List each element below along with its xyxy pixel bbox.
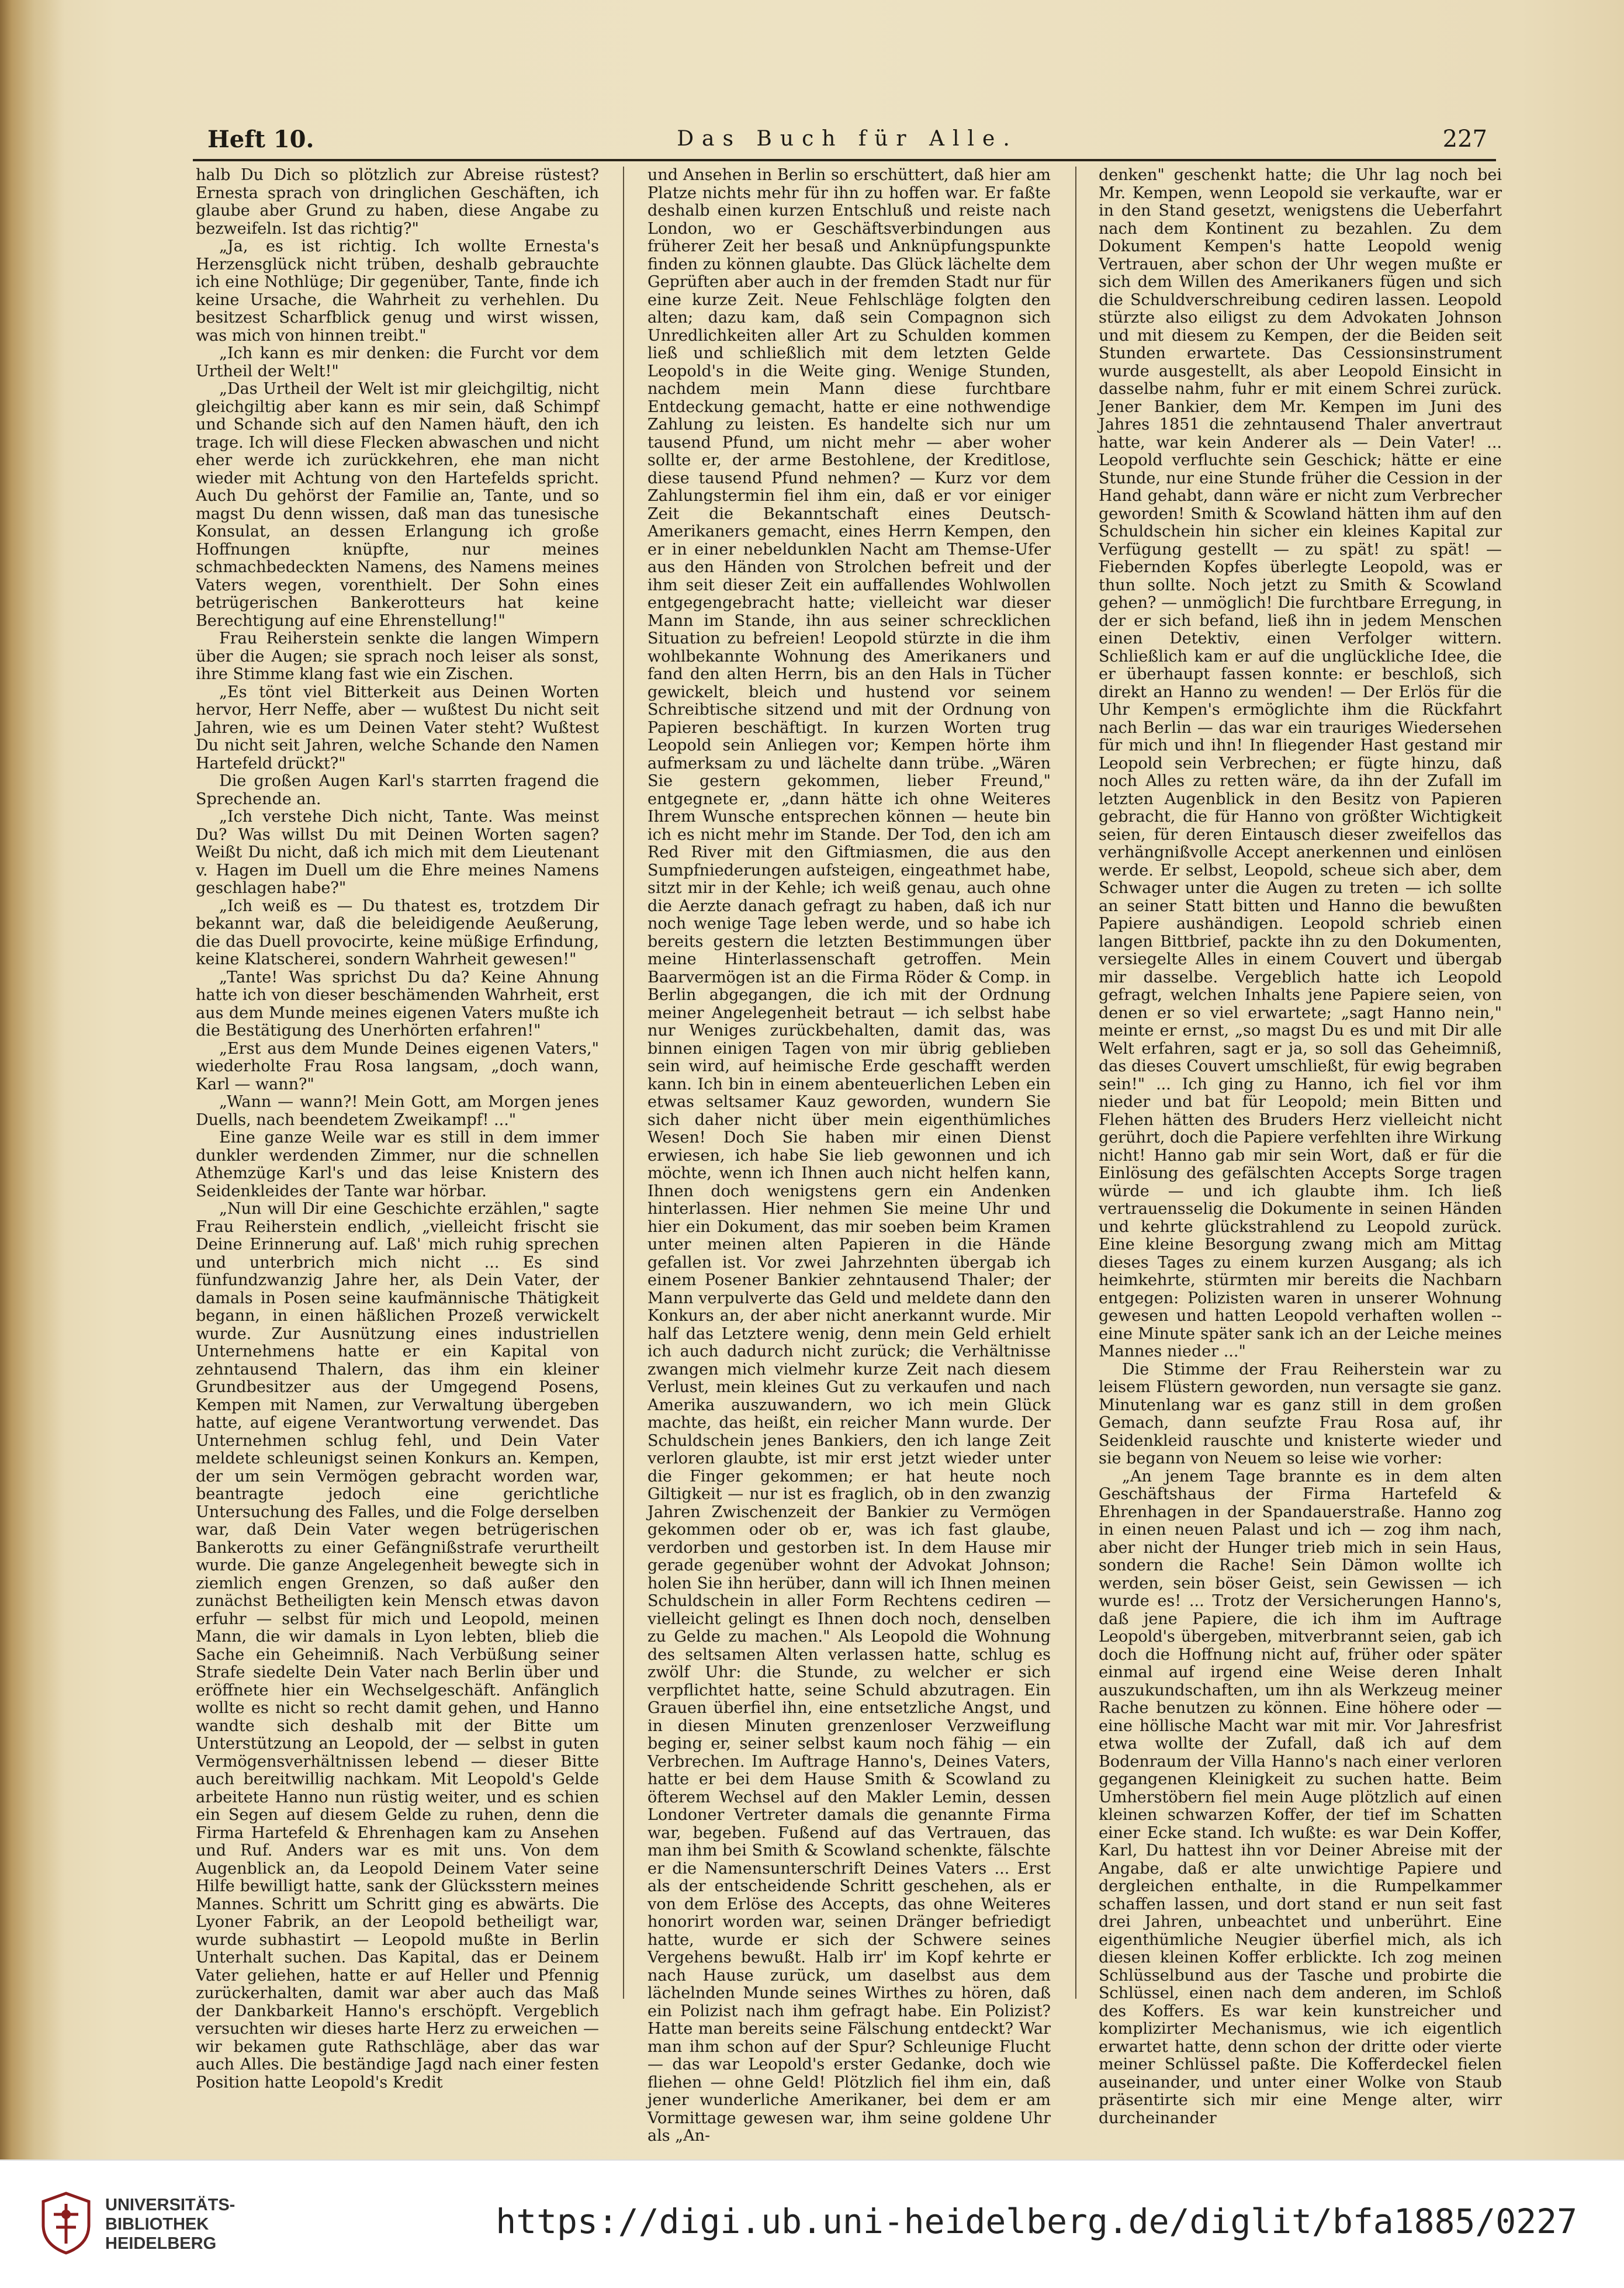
paragraph: halb Du Dich so plötzlich zur Abreise rüstest? Ernesta sprach von dringlichen Geschäften, ich glaube aber Grund zu haben, diese Angabe zu bezweifeln. Ist das richtig?" — [196, 166, 599, 238]
institution-line: HEIDELBERG — [105, 2234, 217, 2253]
header-rule — [193, 159, 1496, 161]
journal-title: Das Buch für Alle. — [677, 127, 1018, 151]
paragraph: „An jenem Tage brannte es in dem alten Geschäftshaus der Firma Hartefeld & Ehrenhagen in der Spandauerstraße. Hanno zog in einen neuen Palast und ich — zog ihm nach, aber nicht der Hunger trieb mich in sein Haus, sondern die Rache! Sein Dämon wollte ich werden, sein böser Geist, sein Gewissen — ich wurde es! ... Trotz der Versicherungen Hanno's, daß jene Papiere, die ich ihm im Auftrage Leopold's übergeben, mitverbrannt seien, gab ich doch die Hoffnung nicht auf, früher oder später einmal auf irgend eine Weise deren Inhalt auszukundschaften, um ihn als Werkzeug meiner Rache benutzen zu können. Eine höhere oder — eine höllische Macht war mit mir. Vor Jahresfrist etwa wollte der Zufall, daß ich auf dem Bodenraum der Villa Hanno's nach einer verloren gegangenen Kleinigkeit zu suchen hatte. Beim Umherstöbern fiel mein Auge plötzlich auf einen kleinen schwarzen Koffer, der tief im Schatten einer Ecke stand. Ich wußte: es war Dein Koffer, Karl, Du hattest ihn vor Deiner Abreise mit der Angabe, daß er alte unwichtige Papiere und dergleichen enthalte, in die Rumpelkammer schaffen lassen, und dort stand er nun seit fast drei Jahren, unbeachtet und unberührt. Eine eigenthümliche Neugier überfiel mich, als ich diesen kleinen Koffer erblickte. Ich zog meinen Schlüsselbund aus der Tasche und probirte die Schlüssel, einen nach dem anderen, im Schloß des Koffers. Es war kein kunstreicher und komplizirter Mechanismus, wie ich eigentlich erwartet hatte, denn schon der dritte oder vierte meiner Schlüssel paßte. Die Kofferdeckel fielen auseinander, und unter einer Wolke von Staub präsentirte sich mir eine Menge alter, wirr durcheinander — [1099, 1467, 1502, 2127]
issue-number: Heft 10. — [207, 126, 314, 153]
text-column-1 — [196, 166, 599, 2092]
paragraph: „Erst aus dem Munde Deines eigenen Vaters," wiederholte Frau Rosa langsam, „doch wann, Karl — wann?" — [196, 1039, 599, 1093]
column-divider — [1075, 167, 1076, 1999]
paragraph: Die großen Augen Karl's starrten fragend die Sprechende an. — [196, 772, 599, 808]
paragraph: Eine ganze Weile war es still in dem immer dunkler werdenden Zimmer, nur die schnellen Athemzüge Karl's und das leise Knistern des Seidenkleides der Tante war hörbar. — [196, 1129, 599, 1200]
institution-line: BIBLIOTHEK — [105, 2215, 209, 2234]
paragraph: „Tante! Was sprichst Du da? Keine Ahnung hatte ich von dieser beschämenden Wahrheit, erst aus dem Munde meines eigenen Vaters mußte ich die Bestätigung des Unerhörten erfahren!" — [196, 968, 599, 1040]
paragraph: „Das Urtheil der Welt ist mir gleichgiltig, nicht gleichgiltig aber kann es mir sein, daß Schimpf und Schande sich auf den Namen häuft, den ich trage. Ich will diese Flecken abwaschen und nicht eher werde ich zurückkehren, ehe man nicht wieder mit Achtung von den Hartefelds spricht. Auch Du gehörst der Familie an, Tante, und so magst Du denn wissen, daß man das tunesische Konsulat, an dessen Erlangung ich große Hoffnungen knüpfte, nur meines schmachbedeckten Namens, des Namens meines Vaters wegen, vorenthielt. Der Sohn eines betrügerischen Bankerotteurs hat keine Berechtigung auf eine Ehrenstellung!" — [196, 380, 599, 630]
paragraph: denken" geschenkt hatte; die Uhr lag noch bei Mr. Kempen, wenn Leopold sie verkaufte, war er in den Stand gesetzt, wenigstens die Ueberfahrt nach dem Kontinent zu bezahlen. Zu dem Dokument Kempen's hatte Leopold wenig Vertrauen, aber schon der Uhr wegen mußte er sich dem Willen des Amerikaners fügen und sich die Schuldverschreibung cediren lassen. Leopold stürzte also eiligst zu dem Advokaten Johnson und mit diesem zu Kempen, der die Beiden seit Stunden erwartete. Das Cessionsinstrument wurde ausgestellt, als aber Leopold Einsicht in dasselbe nahm, fuhr er mit einem Schrei zurück. Jener Bankier, dem Mr. Kempen im Juni des Jahres 1851 die zehntausend Thaler anvertraut hatte, war kein Anderer als — Dein Vater! ... Leopold verfluchte sein Geschick; hätte er eine Stunde, nur eine Stunde früher die Cession in der Hand gehabt, dann wäre er nicht zum Verbrecher geworden! Smith & Scowland hätten ihm auf den Schuldschein hin sicher ein kleines Kapital zur Verfügung gestellt — zu spät! zu spät! — Fiebernden Kopfes überlegte Leopold, was er thun sollte. Noch jetzt zu Smith & Scowland gehen? — unmöglich! Die furchtbare Erregung, in der er sich befand, ließ ihn in jedem Menschen einen Detektiv, einen Verfolger wittern. Schließlich kam er auf die unglückliche Idee, die er überhaupt fassen konnte: er beschloß, sich direkt an Hanno zu wenden! — Der Erlös für die Uhr Kempen's ermöglichte ihm die Rückfahrt nach Berlin — das war ein trauriges Wiedersehen für mich und ihn! In fliegender Hast gestand mir Leopold sein Verbrechen; er fügte hinzu, daß noch Alles zu retten wäre, da ihn der Zufall im letzten Augenblick in den Besitz von Papieren gebracht, die für Hanno von größter Wichtigkeit seien, für deren Eintausch dieser zweifellos das verhängnißvolle Accept anerkennen und einlösen werde. Er selbst, Leopold, scheue sich aber, dem Schwager unter die Augen zu treten — ich sollte an seiner Statt bitten und Hanno die bewußten Papiere aushändigen. Leopold schrieb einen langen Bittbrief, packte ihn zu den Dokumenten, versiegelte Alles in einem Couvert und übergab mir dasselbe. Vergeblich hatte ich Leopold gefragt, welchen Inhalts jene Papiere seien, von denen er so viel erwartete; „sagt Hanno nein," meinte er ernst, „so magst Du es und mit Dir alle Welt erfahren, sagt er ja, so soll das Geheimniß, das dieses Couvert umschließt, für ewig begraben sein!" ... Ich ging zu Hanno, ich fiel vor ihm nieder und bat für Leopold; mein Bitten und Flehen hätten des Bruders Herz vielleicht nicht gerührt, doch die Papiere verfehlten ihre Wirkung nicht! Hanno gab mir sein Wort, daß er für die Einlösung des gefälschten Accepts Sorge tragen würde — und ich glaubte ihm. Ich ließ vertrauensselig die Dokumente in seinen Händen und kehrte glückstrahlend zu Leopold zurück. Eine kleine Besorgung zwang mich am Mittag dieses Tages zu einem kurzen Ausgang; als ich heimkehrte, stürmten mir bereits die Nachbarn entgegen: Polizisten waren in unserer Wohnung gewesen und hatten Leopold verhaften wollen -- eine Minute später sank ich an der Leiche meines Mannes nieder ..." — [1099, 166, 1502, 1361]
paragraph: „Wann — wann?! Mein Gott, am Morgen jenes Duells, nach beendetem Zweikampf! ..." — [196, 1093, 599, 1129]
paragraph: „Ich weiß es — Du thatest es, trotzdem Dir bekannt war, daß die beleidigende Aeußerung, die das Duell provocirte, keine müßige Erfindung, keine Klatscherei, sondern Wahrheit gewesen!" — [196, 896, 599, 968]
university-seal-icon — [40, 2191, 92, 2255]
paragraph: „Ich verstehe Dich nicht, Tante. Was meinst Du? Was willst Du mit Deinen Worten sagen? Weißt Du nicht, daß ich mich mit dem Lieutenant v. Hagen im Duell um die Ehre meines Namens geschlagen habe?" — [196, 808, 599, 897]
paragraph: „Ja, es ist richtig. Ich wollte Ernesta's Herzensglück nicht trüben, deshalb gebrauchte ich eine Nothlüge; Dir gegenüber, Tante, finde ich keine Ursache, die Wahrheit zu verhehlen. Du besitzest Scharfblick genug und wirst wissen, was mich von hinnen treibt." — [196, 237, 599, 345]
source-url-link[interactable]: https://digi.ub.uni-heidelberg.de/diglit/bfa1885/0227 — [496, 2202, 1577, 2241]
paragraph: „Ich kann es mir denken: die Furcht vor dem Urtheil der Welt!" — [196, 344, 599, 380]
paragraph: Die Stimme der Frau Reiherstein war zu leisem Flüstern geworden, nun versagte sie ganz. Minutenlang war es ganz still in dem großen Gemach, dann seufzte Frau Rosa auf, ihr Seidenkleid rauschte und knisterte wieder und sie begann von Neuem so leise wie vorher: — [1099, 1360, 1502, 1467]
paragraph: Frau Reiherstein senkte die langen Wimpern über die Augen; sie sprach noch leiser als sonst, ihre Stimme klang fast wie ein Zischen. — [196, 629, 599, 683]
text-column-2 — [647, 166, 1051, 2145]
paragraph: „Es tönt viel Bitterkeit aus Deinen Worten hervor, Herr Neffe, aber — wußtest Du nicht seit Jahren, wie es um Deinen Vater steht? Wußtest Du nicht seit Jahren, welche Schande den Namen Hartefeld drückt?" — [196, 683, 599, 773]
institution-line: UNIVERSITÄTS- — [105, 2196, 236, 2214]
text-column-3 — [1099, 166, 1502, 2127]
institution-name — [105, 2196, 235, 2254]
paragraph: und Ansehen in Berlin so erschüttert, daß hier am Platze nichts mehr für ihn zu hoffen war. Er faßte deshalb einen kurzen Entschluß und reiste nach London, wo er Geschäftsverbindungen aus früherer Zeit her besaß und Anknüpfungspunkte finden zu können glaubte. Das Glück lächelte dem Geprüften aber auch in der fremden Stadt nur für eine kurze Zeit. Neue Fehlschläge folgten den alten; dazu kam, daß sein Compagnon sich Unredlichkeiten aller Art zu Schulden kommen ließ und schließlich mit dem letzten Gelde Leopold's in die Weite ging. Wenige Stunden, nachdem mein Mann diese furchtbare Entdeckung gemacht, hatte er eine nothwendige Zahlung zu leisten. Es handelte sich nur um tausend Pfund, um nicht mehr — aber woher sollte er, der arme Bestohlene, der Kreditlose, diese tausend Pfund nehmen? — Kurz vor dem Zahlungstermin fiel ihm ein, daß er vor einiger Zeit die Bekanntschaft eines Deutsch-Amerikaners gemacht, eines Herrn Kempen, den er in einer nebeldunklen Nacht am Themse-Ufer aus den Händen von Strolchen befreit und der ihm seit dieser Zeit ein auffallendes Wohlwollen entgegengebracht hatte; vielleicht war dieser Mann im Stande, ihn aus seiner schrecklichen Situation zu befreien! Leopold stürzte in die ihm wohlbekannte Wohnung des Amerikaners und fand den alten Herrn, bis an den Hals in Tücher gewickelt, bleich und hustend vor seinem Schreibtische sitzend und mit der Ordnung von Papieren beschäftigt. In kurzen Worten trug Leopold sein Anliegen vor; Kempen hörte ihm aufmerksam zu und lächelte dann trübe. „Wären Sie gestern gekommen, lieber Freund," entgegnete er, „dann hätte ich ohne Weiteres Ihrem Wunsche entsprechen können — heute bin ich es nicht mehr im Stande. Der Tod, den ich am Red River mit den Giftmiasmen, die aus den Sumpfniederungen aufsteigen, eingeathmet habe, sitzt mir in der Kehle; ich weiß genau, auch ohne die Aerzte danach gefragt zu haben, daß ich nur noch wenige Tage leben werde, und so habe ich bereits gestern die letzten Bestimmungen über meine Hinterlassenschaft getroffen. Mein Baarvermögen ist an die Firma Röder & Comp. in Berlin abgegangen, die ich mit der Ordnung meiner Angelegenheit betraut — ich selbst habe nur Weniges zurückbehalten, damit das, was binnen einigen Tagen von mir übrig geblieben sein wird, auf heimische Erde geschafft werden kann. Ich bin in einem abenteuerlichen Leben ein etwas seltsamer Kauz geworden, wundern Sie sich daher nicht über mein eigenthümliches Wesen! Doch Sie haben mir einen Dienst erwiesen, ich habe Sie lieb gewonnen und ich möchte, wenn ich Ihnen auch nicht helfen kann, Ihnen doch wenigstens gern ein Andenken hinterlassen. Hier nehmen Sie meine Uhr und hier ein Dokument, das mir soeben beim Kramen unter meinen alten Papieren in die Hände gefallen ist. Vor zwei Jahrzehnten übergab ich einem Posener Bankier zehntausend Thaler; der Mann verpulverte das Geld und meldete dann den Konkurs an, der aber nicht anerkannt wurde. Mir half das Letztere wenig, denn mein Geld erhielt ich auch dadurch nicht zurück; die Verhältnisse zwangen mich vielmehr kurze Zeit nach diesem Verlust, mein kleines Gut zu verkaufen und nach Amerika auszuwandern, wo ich mein Glück machte, das heißt, ein reicher Mann wurde. Der Schuldschein jenes Bankiers, den ich lange Zeit verloren glaubte, ist mir erst jetzt wieder unter die Finger gekommen; er hat heute noch Giltigkeit — nur ist es fraglich, ob in den zwanzig Jahren Zwischenzeit der Bankier zu Vermögen gekommen oder ob er, was ich fast glaube, verdorben und gestorben ist. In dem Hause mir gerade gegenüber wohnt der Advokat Johnson; holen Sie ihn herüber, dann will ich Ihnen meinen Schuldschein in aller Form Rechtens cediren — vielleicht gelingt es Ihnen doch noch, denselben zu Gelde zu machen." Als Leopold die Wohnung des seltsamen Alten verlassen hatte, schlug es zwölf Uhr: die Stunde, zu welcher er sich verpflichtet hatte, seine Schuld abzutragen. Ein Grauen überfiel ihn, eine entsetzliche Angst, und in diesen Minuten grenzenloser Verzweiflung beging er, seiner selbst kaum noch fähig — ein Verbrechen. Im Auftrage Hanno's, Deines Vaters, hatte er bei dem Hause Smith & Scowland zu öfterem Wechsel auf den Makler Lemin, dessen Londoner Vertreter damals die genannte Firma war, begeben. Fußend auf das Vertrauen, das man ihm bei Smith & Scowland schenkte, fälschte er die Namensunterschrift Deines Vaters ... Erst als der entscheidende Schritt geschehen, als er von dem Erlöse des Accepts, das ohne Weiteres honorirt worden war, seinen Dränger befriedigt hatte, wurde er sich der Schwere seines Vergehens bewußt. Halb irr' im Kopf kehrte er nach Hause zurück, um daselbst aus dem lächelnden Munde seines Wirthes zu hören, daß ein Polizist nach ihm gefragt habe. Ein Polizist? Hatte man bereits seine Fälschung entdeckt? War man ihm schon auf der Spur? Schleunige Flucht — das war Leopold's erster Gedanke, doch wie fliehen — ohne Geld! Plötzlich fiel ihm ein, daß jener wunderliche Amerikaner, bei dem er am Vormittage gewesen war, ihm seine goldene Uhr als „An- — [647, 166, 1051, 2145]
paragraph: „Nun will Dir eine Geschichte erzählen," sagte Frau Reiherstein endlich, „vielleicht frischt sie Deine Erinnerung auf. Laß' mich ruhig sprechen und unterbrich mich nicht ... Es sind fünfundzwanzig Jahre her, als Dein Vater, der damals in Posen seine kaufmännische Thätigkeit begann, in einen häßlichen Prozeß verwickelt wurde. Zur Ausnützung eines industriellen Unternehmens hatte er ein Kapital von zehntausend Thalern, das ihm ein kleiner Grundbesitzer aus der Umgegend Posens, Kempen mit Namen, zur Verwaltung übergeben hatte, auf eigene Verantwortung verwendet. Das Unternehmen schlug fehl, und Dein Vater meldete schleunigst seinen Konkurs an. Kempen, der um sein Vermögen gebracht worden war, beantragte jedoch eine gerichtliche Untersuchung des Falles, und die Folge derselben war, daß Dein Vater wegen betrügerischen Bankerotts zu einer Gefängnißstrafe verurtheilt wurde. Die ganze Angelegenheit bewegte sich in ziemlich engen Grenzen, so daß außer den zunächst Betheiligten kein Mensch etwas davon erfuhr — selbst für mich und Leopold, meinen Mann, die wir damals in Lyon lebten, blieb die Sache ein Geheimniß. Nach Verbüßung seiner Strafe siedelte Dein Vater nach Berlin über und eröffnete hier ein Wechselgeschäft. Anfänglich wollte es nicht so recht damit gehen, und Hanno wandte sich deshalb mit der Bitte um Unterstützung an Leopold, der — selbst in guten Vermögensverhältnissen lebend — dieser Bitte auch bereitwillig nachkam. Mit Leopold's Gelde arbeitete Hanno nun rüstig weiter, und es schien ein Segen auf diesem Gelde zu ruhen, denn die Firma Hartefeld & Ehrenhagen kam zu Ansehen und Ruf. Anders war es mit uns. Von dem Augenblick an, da Leopold Deinem Vater seine Hilfe bewilligt hatte, sank der Glücksstern meines Mannes. Schritt um Schritt ging es abwärts. Die Lyoner Fabrik, an der Leopold betheiligt war, wurde subhastirt — Leopold mußte in Berlin Unterhalt suchen. Das Kapital, das er Deinem Vater geliehen, hatte er auf Heller und Pfennig zurückerhalten, damit war aber auch das Maß der Dankbarkeit Hanno's erschöpft. Vergeblich versuchten wir dieses harte Herz zu erweichen — wir bekamen gute Rathschläge, aber das war auch Alles. Die beständige Jagd nach einer festen Position hatte Leopold's Kredit — [196, 1200, 599, 2092]
book-spine-shadow — [0, 0, 64, 2159]
viewer-footer — [0, 2159, 1624, 2288]
column-divider — [623, 167, 624, 1999]
page-number: 227 — [1442, 126, 1487, 153]
